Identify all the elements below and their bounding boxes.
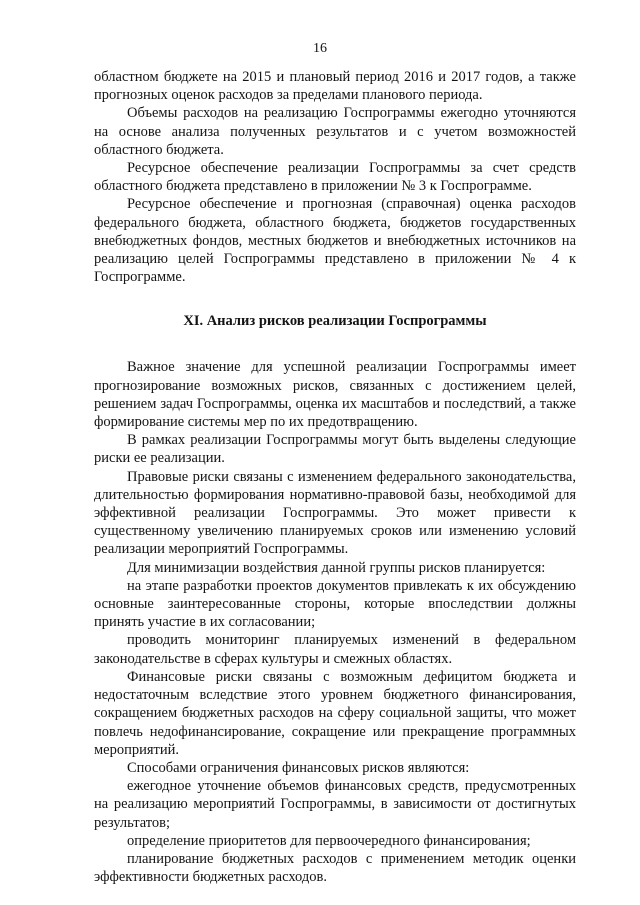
paragraph-risk-forecasting: Важное значение для успешной реализации Госпрограммы имеет прогнозирование возможных рисков, связанных с достижением целей, решением задач Госпрограммы, оценка их масштабов и последствий, а также формирование системы мер по их предотвращению. xyxy=(94,359,576,431)
paragraph-expense-volumes: Объемы расходов на реализацию Госпрограммы ежегодно уточняются на основе анализа полученных результатов и с учетом возможностей областного бюджета. xyxy=(94,105,576,158)
paragraph-financial-risks: Финансовые риски связаны с возможным дефицитом бюджета и недостаточным вследствие этого уровнем бюджетного финансирования, сокращением бюджетных расходов на сферу социальной защиты, что может повлечь недофинансирование, сокращение или прекращение программных мероприятий. xyxy=(94,668,576,758)
paragraph-stakeholder-involvement: на этапе разработки проектов документов привлекать к их обсуждению основные заинтересованные стороны, которые впоследствии должны принять участие в их согласовании; xyxy=(94,577,576,631)
paragraph-risk-list-intro: В рамках реализации Госпрограммы могут быть выделены следующие риски ее реализации. xyxy=(94,432,576,467)
paragraph-funding-priorities: определение приоритетов для первоочередного финансирования; xyxy=(127,832,531,849)
paragraph-budget-continuation: областном бюджете на 2015 и плановый период 2016 и 2017 годов, а также прогнозных оценок расходов за пределами планового периода. xyxy=(94,69,576,104)
paragraph-forecast-estimate: Ресурсное обеспечение и прогнозная (справочная) оценка расходов федерального бюджета, областного бюджета, бюджетов государственных внебюджетных фондов, местных бюджетов и внебюджетных источников на реализацию целей Госпрограммы представлено в приложении № 4 к Госпрограмме. xyxy=(94,196,576,286)
paragraph-legal-risks: Правовые риски связаны с изменением федерального законодательства, длительностью формирования нормативно-правовой базы, необходимой для эффективной реализации Госпрограммы. Это может привести к существенному увеличению планируемых сроков или изменению условий реализации мероприятий Госпрограммы. xyxy=(94,468,576,558)
paragraph-financial-mitigation-intro: Способами ограничения финансовых рисков являются: xyxy=(127,759,470,776)
paragraph-regional-budget-support: Ресурсное обеспечение реализации Госпрограммы за счет средств областного бюджета представлено в приложении № 3 к Госпрограмме. xyxy=(94,160,576,195)
paragraph-annual-adjustment: ежегодное уточнение объемов финансовых средств, предусмотренных на реализацию мероприятий Госпрограммы, в зависимости от достигнутых результатов; xyxy=(94,778,576,831)
paragraph-expense-planning: планирование бюджетных расходов с применением методик оценки эффективности бюджетных расходов. xyxy=(94,850,576,886)
page-number: 16 xyxy=(313,41,327,56)
paragraph-legislation-monitoring: проводить мониторинг планируемых изменений в федеральном законодательстве в сферах культуры и смежных областях. xyxy=(94,632,576,667)
document-body xyxy=(94,68,576,886)
section-heading: XI. Анализ рисков реализации Госпрограммы xyxy=(183,313,487,330)
paragraph-legal-mitigation-intro: Для минимизации воздействия данной группы рисков планируется: xyxy=(127,559,546,576)
